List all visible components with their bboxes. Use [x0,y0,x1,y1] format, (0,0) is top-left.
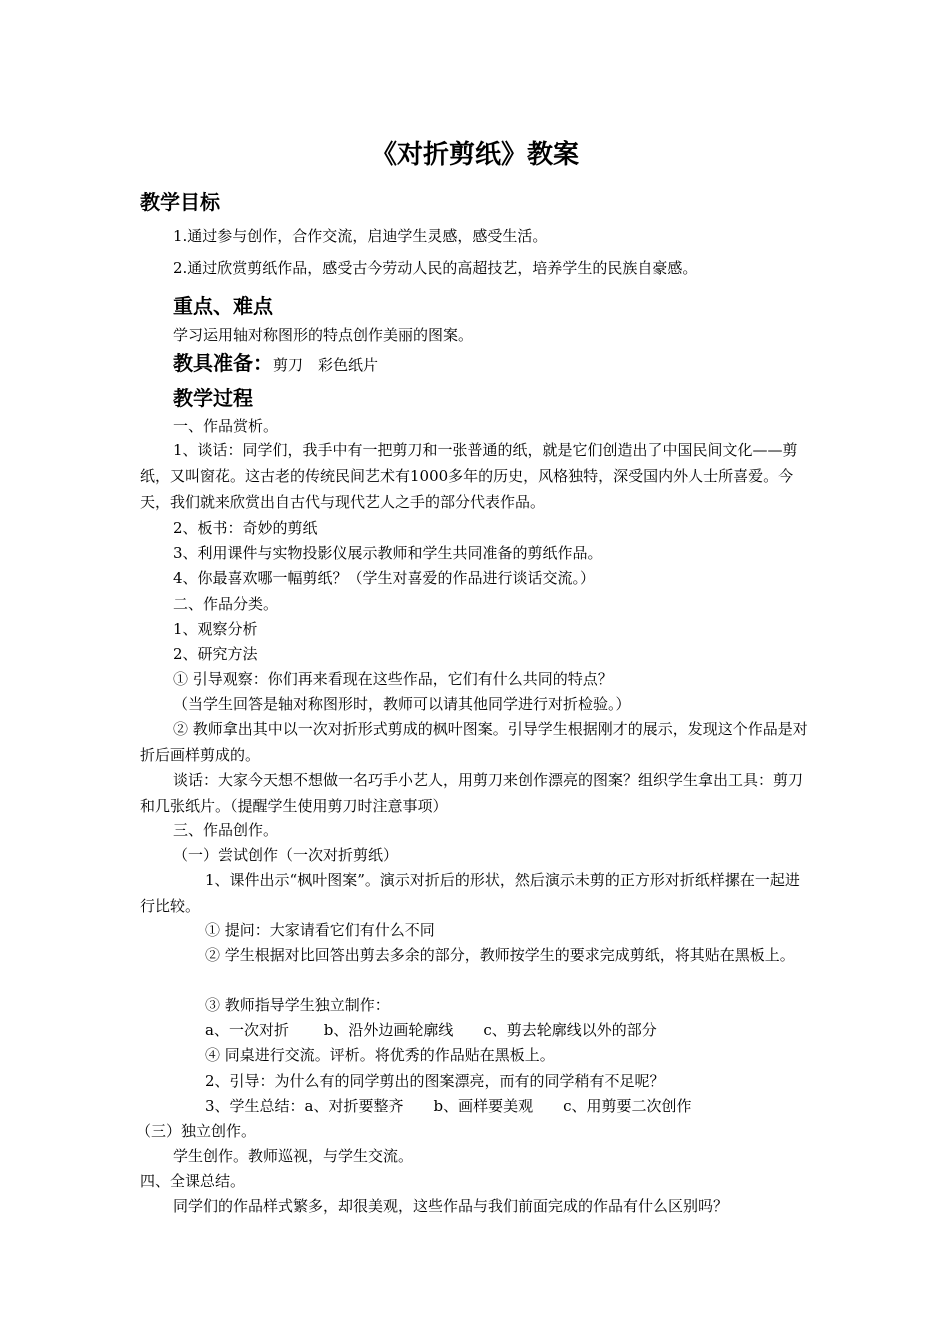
goal-item-1: 1.通过参与创作，合作交流，启迪学生灵感，感受生活。 [173,227,548,245]
process-line: 三、作品创作。 [173,821,279,839]
key-points-text: 学习运用轴对称图形的特点创作美丽的图案。 [173,326,474,344]
process-line: a、一次对折 b、沿外边画轮廓线 c、剪去轮廓线以外的部分 [205,1021,657,1039]
process-line: ④ 同桌进行交流。评析。将优秀的作品贴在黑板上。 [205,1046,555,1064]
process-line: 2、引导：为什么有的同学剪出的图案漂亮，而有的同学稍有不足呢？ [205,1072,665,1090]
process-paragraph: 1、谈话：同学们，我手中有一把剪刀和一张普通的纸，就是它们创造出了中国民间文化——剪纸，又叫窗花。这古老的传统民间艺术有1000多年的历史，风格独特，深受国内外人士所喜爱。今天，我们就来欣赏出自古代与现代艺人之手的部分代表作品。 [140,441,798,511]
document-title: 《对折剪纸》教案 [370,140,579,170]
tools-heading: 教具准备： [173,351,273,375]
process-line: ① 引导观察：你们再来看现在这些作品，它们有什么共同的特点？ [173,670,613,688]
process-line: 3、学生总结：a、对折要整齐 b、画样要美观 c、用剪要二次创作 [205,1097,692,1115]
process-line: 同学们的作品样式繁多，却很美观，这些作品与我们前面完成的作品有什么区别吗？ [173,1197,729,1215]
process-line: 二、作品分类。 [173,595,279,613]
key-points-heading: 重点、难点 [173,294,273,318]
process-paragraph: 谈话：大家今天想不想做一名巧手小艺人，用剪刀来创作漂亮的图案？组织学生拿出工具：剪刀和几张纸片。（提醒学生使用剪刀时注意事项） [140,771,804,815]
process-line: （一）尝试创作（一次对折剪纸） [173,846,399,864]
process-line: 1、观察分析 [173,620,258,638]
goals-heading: 教学目标 [140,190,220,214]
process-paragraph: 1、课件出示“枫叶图案”。演示对折后的形状，然后演示未剪的正方形对折纸样摞在一起进行比较。 [140,871,800,915]
process-line: 一、作品赏析。 [173,417,279,435]
tools-line [173,350,378,378]
process-line: ③ 教师指导学生独立制作： [205,996,390,1014]
process-line: ① 提问：大家请看它们有什么不同 [205,921,435,939]
process-line: （当学生回答是轴对称图形时，教师可以请其他同学进行对折检验。） [173,695,631,713]
process-paragraph: ② 学生根据对比回答出剪去多余的部分，教师按学生的要求完成剪纸，将其贴在黑板上。 [205,946,795,964]
goal-item-2: 2.通过欣赏剪纸作品，感受古今劳动人民的高超技艺，培养学生的民族自豪感。 [173,259,698,277]
process-line: （三）独立创作。 [136,1122,257,1140]
process-line: 2、研究方法 [173,645,258,663]
process-line: 4、你最喜欢哪一幅剪纸？（学生对喜爱的作品进行谈话交流。） [173,569,596,587]
process-paragraph: ② 教师拿出其中以一次对折形式剪成的枫叶图案。引导学生根据刚才的展示，发现这个作品是对折后画样剪成的。 [140,720,808,764]
process-line: 2、板书：奇妙的剪纸 [173,519,318,537]
process-heading: 教学过程 [173,386,253,410]
process-line: 3、利用课件与实物投影仪展示教师和学生共同准备的剪纸作品。 [173,544,603,562]
process-line: 四、全课总结。 [140,1172,246,1190]
process-line: 学生创作。教师巡视，与学生交流。 [173,1147,414,1165]
tools-text: 剪刀 彩色纸片 [273,356,379,374]
